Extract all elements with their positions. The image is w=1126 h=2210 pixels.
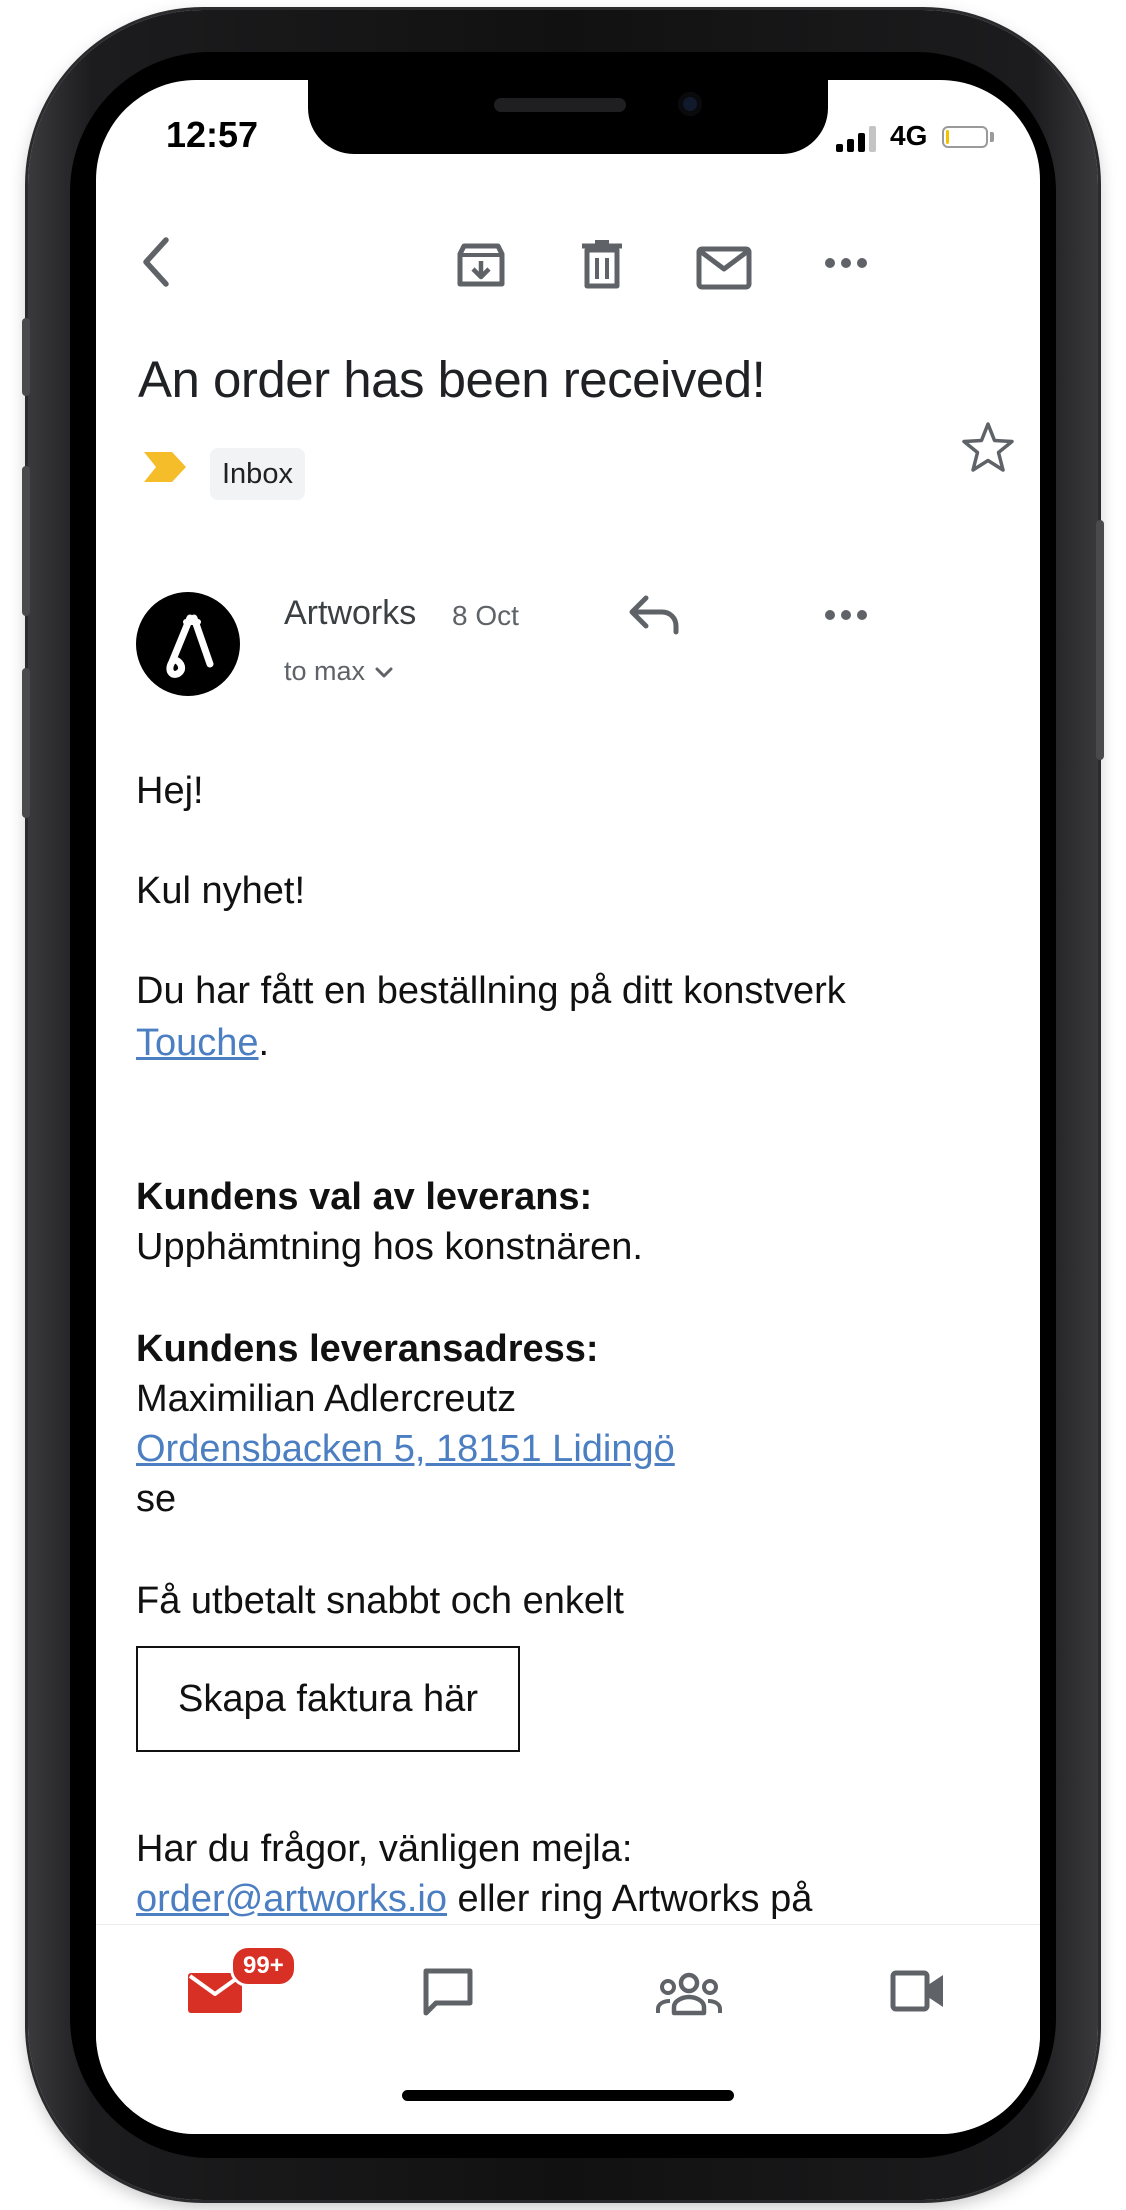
sender-name[interactable]: Artworks: [284, 594, 417, 632]
nav-mail[interactable]: [188, 1952, 284, 2029]
address-country: se: [136, 1478, 177, 1520]
unread-badge: 99+: [230, 1945, 297, 1987]
sender-avatar[interactable]: [136, 592, 240, 696]
bottom-navigation: [96, 1924, 1040, 2134]
email-subject: An order has been received!: [138, 351, 766, 408]
email-date: 8 Oct: [452, 600, 519, 631]
battery-icon: [942, 126, 988, 148]
trash-icon[interactable]: [580, 238, 624, 290]
home-indicator[interactable]: [402, 2090, 734, 2101]
delivery-heading: Kundens val av leverans:: [136, 1176, 593, 1218]
video-icon: [890, 1969, 946, 2013]
status-time: 12:57: [166, 114, 259, 155]
meet-groups-icon: [656, 1971, 722, 2017]
body-news: Kul nyhet!: [136, 870, 305, 912]
volume-up-button: [22, 466, 30, 616]
address-link[interactable]: Ordensbacken 5, 18151 Lidingö: [136, 1428, 675, 1470]
power-button: [1096, 520, 1104, 760]
chat-icon: [422, 1967, 474, 2019]
reply-icon[interactable]: [628, 592, 680, 636]
signal-strength-icon: [836, 126, 882, 152]
body-greeting: Hej!: [136, 770, 204, 812]
star-icon[interactable]: [960, 420, 1016, 476]
artwork-line: [136, 1018, 269, 1068]
nav-groups[interactable]: [656, 1959, 736, 2029]
create-invoice-button[interactable]: Skapa faktura här: [136, 1646, 520, 1752]
address-line: [136, 1424, 675, 1474]
artwork-link[interactable]: Touche: [136, 1022, 259, 1064]
artwork-suffix: .: [258, 1022, 270, 1064]
phone-screen: [96, 80, 1040, 2134]
payout-text: Få utbetalt snabbt och enkelt: [136, 1580, 624, 1622]
artworks-logo-icon: [136, 592, 240, 696]
speaker: [494, 98, 626, 112]
message-more-icon[interactable]: [824, 608, 868, 622]
mail-icon[interactable]: [696, 246, 752, 290]
delivery-value: Upphämtning hos konstnären.: [136, 1226, 643, 1268]
battery-tip: [990, 132, 994, 142]
order-email-link[interactable]: order@artworks.io: [136, 1878, 447, 1920]
nav-chat[interactable]: [422, 1959, 502, 2029]
recipient-label: to max: [284, 656, 366, 686]
front-camera: [678, 92, 702, 116]
contact-suffix: eller ring Artworks på: [447, 1878, 813, 1920]
volume-down-button: [22, 668, 30, 818]
address-name: Maximilian Adlercreutz: [136, 1378, 517, 1420]
label-chip-inbox[interactable]: Inbox: [210, 448, 305, 500]
chevron-down-icon: [375, 667, 393, 679]
network-type: 4G: [890, 120, 928, 151]
notch: [308, 80, 828, 154]
nav-meet[interactable]: [890, 1959, 970, 2029]
address-heading: Kundens leveransadress:: [136, 1328, 599, 1370]
contact-line: [136, 1874, 812, 1924]
back-arrow-icon[interactable]: [136, 232, 176, 292]
recipient-details[interactable]: [284, 656, 393, 687]
archive-icon[interactable]: [456, 240, 506, 290]
ringer-switch: [22, 318, 30, 396]
battery-level: [946, 130, 949, 144]
more-icon[interactable]: [824, 256, 868, 270]
body-order-line: Du har fått en beställning på ditt konstverk: [136, 970, 846, 1012]
important-marker-icon[interactable]: [142, 450, 188, 484]
questions-text: Har du frågor, vänligen mejla:: [136, 1828, 633, 1870]
